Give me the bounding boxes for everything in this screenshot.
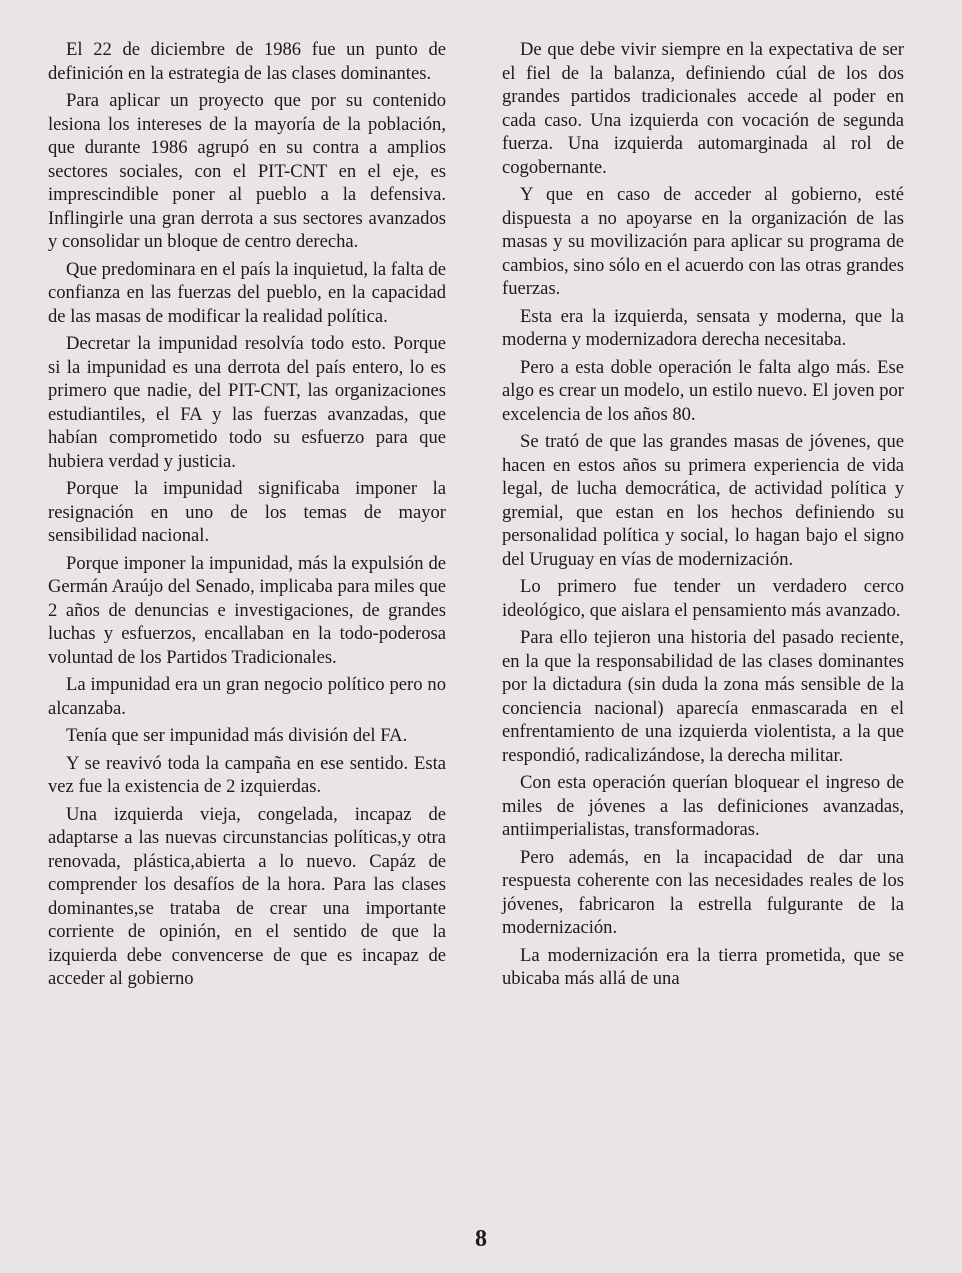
paragraph: Pero a esta doble operación le falta algo más. Ese algo es crear un modelo, un estilo nuevo. El joven por excelencia de los años 80. [502,356,904,425]
paragraph: Lo primero fue tender un verdadero cerco ideológico, que aislara el pensamiento más avanzado. [502,576,904,621]
paragraph: La impunidad era un gran negocio político pero no alcanzaba. [48,674,446,719]
paragraph: Con esta operación querían bloquear el ingreso de miles de jóvenes a las definiciones avanzadas, antiimperialistas, transformadoras. [502,772,904,840]
paragraph: Esta era la izquierda, sensata y moderna, que la moderna y modernizadora derecha necesitaba. [502,305,904,350]
paragraph: Tenía que ser impunidad más división del FA. [66,725,408,746]
paragraph: Decretar la impunidad resolvía todo esto. Porque si la impunidad es una derrota del país entero, lo es primero que nadie, del PIT-CNT, las organizaciones estudiantiles, el FA y las fuerzas avanzadas, que habían comprometido todo su esfuerzo para que hubiera verdad y justicia. [48,333,446,472]
left-column [48,38,446,995]
page-number: 8 [475,1226,487,1252]
paragraph: La modernización era la tierra prometida, que se ubicaba más allá de una [502,944,904,989]
paragraph: El 22 de diciembre de 1986 fue un punto de definición en la estrategia de las clases dominantes. [48,39,446,84]
paragraph: Porque la impunidad significaba imponer la resignación en uno de los temas de mayor sensibilidad nacional. [48,478,446,546]
paragraph: Que predominara en el país la inquietud, la falta de confianza en las fuerzas del pueblo, en la capacidad de las masas de modificar la realidad política. [48,258,446,327]
paragraph: Para ello tejieron una historia del pasado reciente, en la que la responsabilidad de las clases dominantes por la dictadura (sin duda la zona más sensible de la conciencia nacional) aparecía enmascarada en el enfrentamiento de una izquierda violentista, a la que respondió, radicalizándose, la derecha militar. [502,627,904,766]
paragraph: Porque imponer la impunidad, más la expulsión de Germán Araújo del Senado, implicaba para miles que 2 años de denuncias e investigaciones, de grandes luchas y esfuerzos, encallaban en la todo-poderosa voluntad de los Partidos Tradicionales. [48,552,446,668]
right-column [502,38,904,995]
paragraph: De que debe vivir siempre en la expectativa de ser el fiel de la balanza, definiendo cúal de los dos grandes partidos tradicionales accede al poder en cada caso. Una izquierda con vocación de segunda fuerza. Una izquierda automarginada al rol de cogobernante. [502,39,904,178]
paragraph: Para aplicar un proyecto que por su contenido lesiona los intereses de la mayoría de la población, que durante 1986 agrupó en su contra a amplios sectores sociales, con el PIT-CNT en el eje, es imprescindible poner al pueblo a la defensiva. Inflingirle una gran derrota a sus sectores avanzados y consolidar un bloque de centro derecha. [48,90,446,252]
paragraph: Se trató de que las grandes masas de jóvenes, que hacen en estos años su primera experiencia de vida legal, de lucha democrática, de actividad política y gremial, que estan en los hechos definiendo su personalidad política y social, lo hagan bajo el signo del Uruguay en vías de modernización. [502,431,904,570]
paragraph: Y se reavivó toda la campaña en ese sentido. Esta vez fue la existencia de 2 izquierdas. [48,752,446,797]
paragraph: Pero además, en la incapacidad de dar una respuesta coherente con las necesidades reales de los jóvenes, fabricaron la estrella fulgurante de la modernización. [502,846,904,938]
paragraph: Una izquierda vieja, congelada, incapaz de adaptarse a las nuevas circunstancias políticas,y otra renovada, plástica,abierta a lo nuevo. Capáz de comprender los desafíos de la hora. Para las clases dominantes,se trataba de crear una importante corriente de opinión, en el sentido de que la izquierda debe convencerse de que es incapaz de acceder al gobierno [48,803,446,989]
paragraph: Y que en caso de acceder al gobierno, esté dispuesta a no apoyarse en la organización de las masas y su movilización para aplicar su programa de cambios, sino sólo en el acuerdo con las otras grandes fuerzas. [502,184,904,299]
